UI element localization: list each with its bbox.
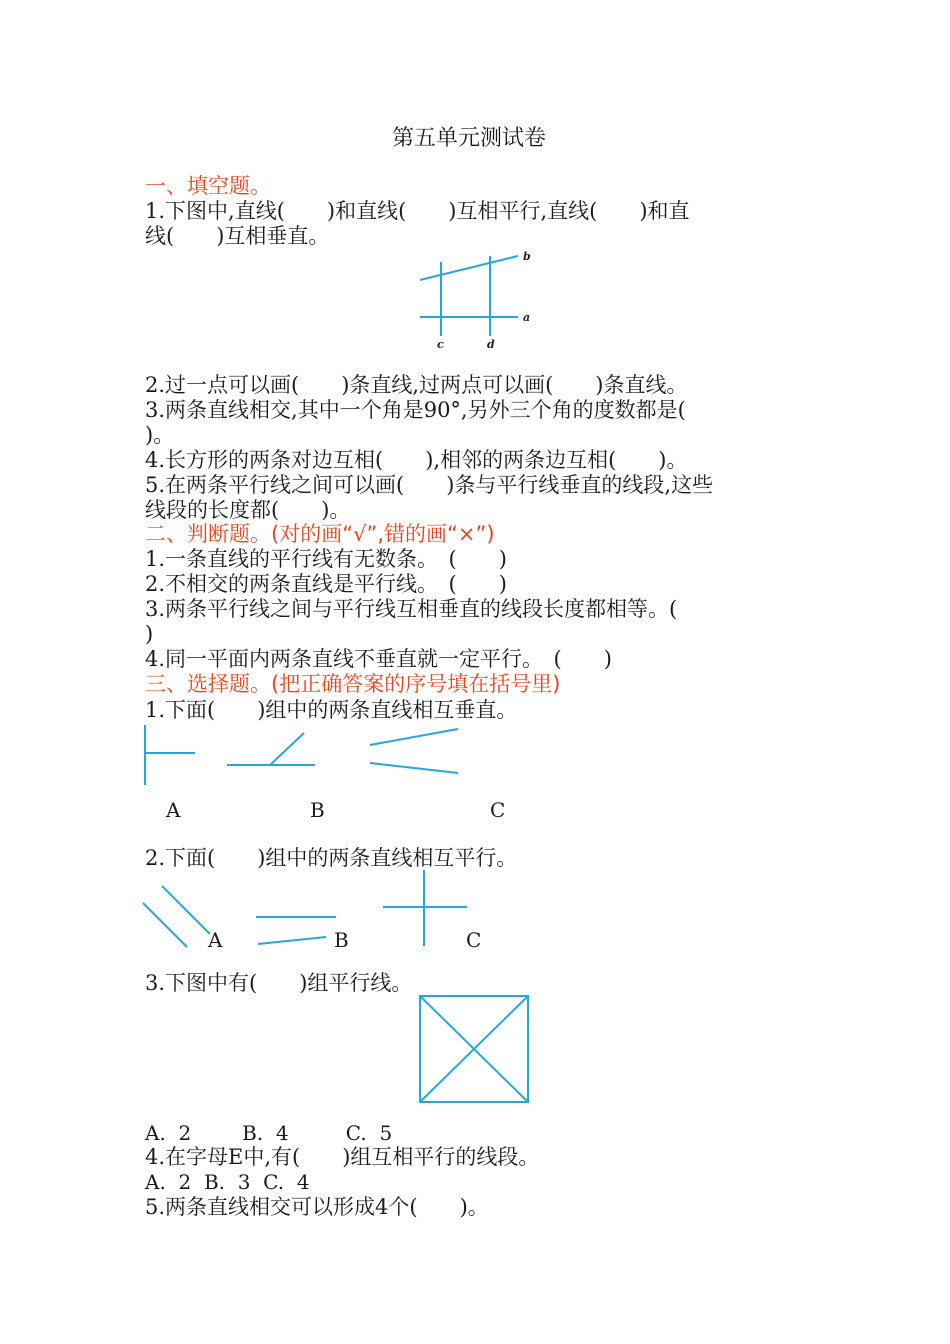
option-c-upper-line: [370, 729, 458, 745]
s3-q5: 5.两条直线相交可以形成4个( )。: [145, 1195, 489, 1219]
q2-options-figure: [140, 868, 480, 953]
q1-option-c: C: [490, 798, 506, 822]
page-title: 第五单元测试卷: [392, 126, 547, 151]
q2-option-b: B: [334, 928, 349, 952]
q3-square-figure: [418, 994, 532, 1104]
option-b-line-2: [258, 937, 326, 944]
q1-lines-figure: [410, 248, 540, 353]
q1-option-a: A: [166, 798, 181, 822]
s1-q5-line2: 线段的长度都( )。: [145, 498, 351, 522]
s2-q3-line2: ): [145, 622, 154, 646]
section-1-heading: 一、填空题。: [145, 174, 271, 198]
s3-q2: 2.下面( )组中的两条直线相互平行。: [145, 846, 518, 870]
s3-q4-options: A. 2 B. 3 C. 4: [145, 1170, 310, 1194]
section-3-heading: 三、选择题。(把正确答案的序号填在括号里): [145, 672, 561, 696]
q1-option-b: B: [310, 798, 325, 822]
option-c-lower-line: [370, 763, 458, 773]
s2-q3-line1: 3.两条平行线之间与平行线互相垂直的线段长度都相等。(: [145, 597, 678, 621]
s1-q3-line2: )。: [145, 423, 175, 447]
label-b: b: [523, 250, 531, 263]
label-a: a: [523, 311, 531, 324]
s1-q2: 2.过一点可以画( )条直线,过两点可以画( )条直线。: [145, 373, 688, 397]
s2-q2: 2.不相交的两条直线是平行线。 ( ): [145, 572, 507, 596]
s1-q3-line1: 3.两条直线相交,其中一个角是90°,另外三个角的度数都是(: [145, 398, 686, 422]
line-b: [420, 256, 518, 280]
s2-q1: 1.一条直线的平行线有无数条。 ( ): [145, 547, 507, 571]
q2-option-a: A: [208, 928, 223, 952]
s3-q4: 4.在字母E中,有( )组互相平行的线段。: [145, 1145, 540, 1169]
option-a-line-2: [162, 886, 210, 934]
section-2-heading: 二、判断题。(对的画“√”,错的画“×”): [145, 522, 495, 546]
s1-q5-line1: 5.在两条平行线之间可以画( )条与平行线垂直的线段,这些: [145, 473, 714, 497]
s2-q4: 4.同一平面内两条直线不垂直就一定平行。 ( ): [145, 647, 612, 671]
q1-options-figure: [140, 720, 470, 790]
s1-q1-line1: 1.下图中,直线( )和直线( )互相平行,直线( )和直: [145, 199, 690, 223]
label-d: d: [487, 338, 495, 351]
s3-q3-options: A. 2 B. 4 C. 5: [145, 1121, 393, 1145]
option-a-line-1: [143, 903, 187, 947]
s3-q3: 3.下图中有( )组平行线。: [145, 971, 413, 995]
s1-q1-line2: 线( )互相垂直。: [145, 224, 330, 248]
s1-q4: 4.长方形的两条对边互相( ),相邻的两条边互相( )。: [145, 448, 688, 472]
option-b-slanted-line: [270, 733, 304, 765]
label-c: c: [437, 338, 444, 351]
s3-q1: 1.下面( )组中的两条直线相互垂直。: [145, 698, 518, 722]
q2-option-c: C: [466, 928, 482, 952]
